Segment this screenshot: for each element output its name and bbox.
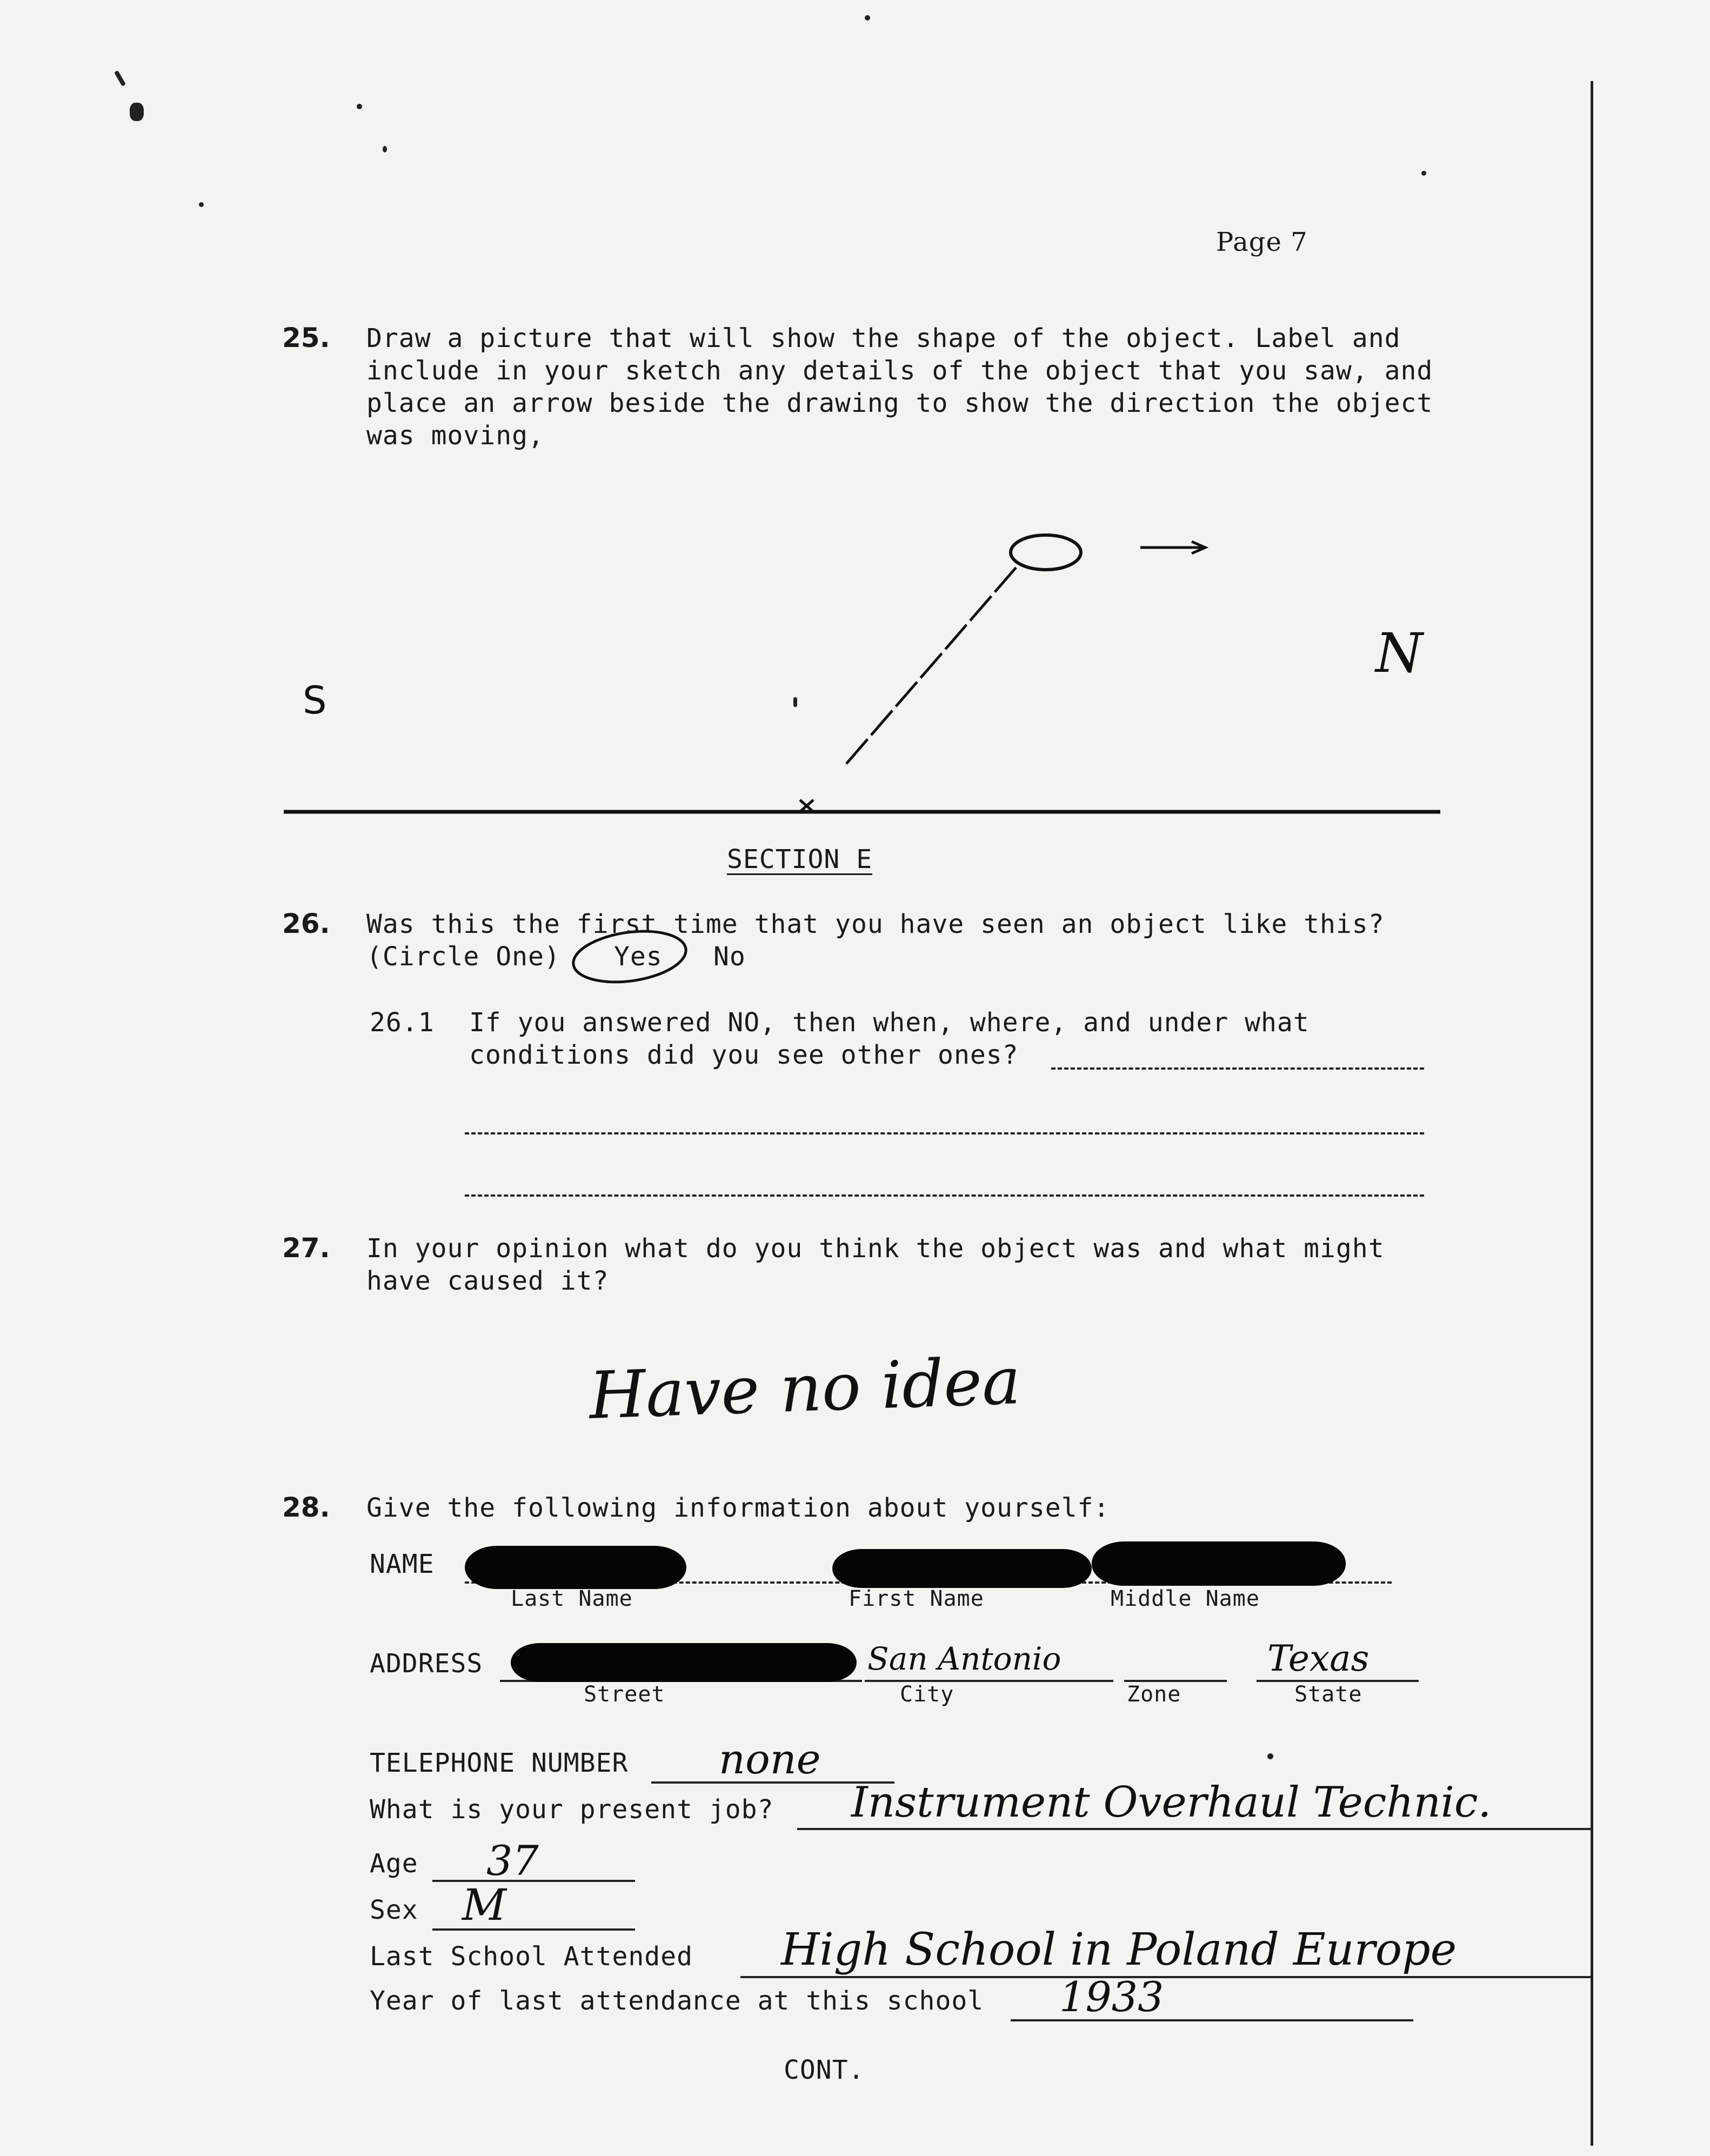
question-25-text-line3: place an arrow beside the drawing to show the direction the object xyxy=(366,388,1433,418)
address-state-value: Texas xyxy=(1267,1638,1370,1679)
question-25-number: 25. xyxy=(282,322,330,353)
first-name-caption: First Name xyxy=(849,1586,984,1611)
year-value: 1933 xyxy=(1059,1973,1164,2021)
question-27-text-line1: In your opinion what do you think the object was and what might xyxy=(366,1233,1385,1264)
yes-circled-mark xyxy=(562,922,692,992)
sketch-north-label: N xyxy=(1375,622,1423,685)
question-28-intro: Give the following information about yourself: xyxy=(366,1493,1110,1523)
question-25-text-line2: include in your sketch any details of the object that you saw, and xyxy=(366,356,1433,386)
question-27-number: 27. xyxy=(282,1232,330,1264)
continued-footer: CONT. xyxy=(784,2055,865,2085)
question-28-number: 28. xyxy=(282,1492,330,1523)
year-label: Year of last attendance at this school xyxy=(370,1986,984,2016)
object-trail xyxy=(843,568,1016,767)
job-label: What is your present job? xyxy=(370,1794,774,1825)
address-city-value: San Antonio xyxy=(867,1640,1061,1677)
last-name-caption: Last Name xyxy=(511,1586,633,1611)
question-27-handwritten-answer: Have no idea xyxy=(587,1344,1022,1434)
question-26-1-text-line2: conditions did you see other ones? xyxy=(469,1040,1019,1070)
state-caption: State xyxy=(1294,1682,1362,1707)
address-label: ADDRESS xyxy=(370,1648,483,1679)
redaction-last-name xyxy=(465,1546,686,1589)
middle-name-caption: Middle Name xyxy=(1111,1586,1260,1611)
telephone-value: none xyxy=(719,1735,821,1783)
question-26-no-option[interactable]: No xyxy=(713,942,746,972)
question-26-circle-instruction: (Circle One) xyxy=(366,942,560,972)
redaction-street xyxy=(511,1643,857,1682)
sketch-south-label: S xyxy=(303,678,327,723)
page-number: Page 7 xyxy=(1216,227,1308,257)
question-27-text-line2: have caused it? xyxy=(366,1266,609,1296)
question-26-1-text-line1: If you answered NO, then when, where, and under what xyxy=(469,1007,1310,1038)
redaction-middle-name xyxy=(1092,1541,1346,1586)
redaction-first-name xyxy=(832,1549,1092,1588)
school-line[interactable] xyxy=(740,1976,1592,1978)
school-label: Last School Attended xyxy=(370,1941,693,1972)
answer-line[interactable] xyxy=(465,1194,1424,1197)
question-25-text-line4: was moving, xyxy=(366,420,544,451)
section-title: SECTION E xyxy=(727,844,873,875)
sex-label: Sex xyxy=(370,1895,418,1925)
job-value: Instrument Overhaul Technic. xyxy=(851,1778,1492,1827)
question-26-text: Was this the first time that you have seen an object like this? xyxy=(366,909,1385,939)
object-sketch xyxy=(0,0,1710,865)
name-label: NAME xyxy=(370,1549,435,1579)
scan-speck xyxy=(1267,1753,1273,1759)
street-caption: Street xyxy=(584,1682,665,1707)
question-26-yes-option[interactable]: Yes xyxy=(614,942,663,972)
job-line[interactable] xyxy=(797,1828,1592,1830)
question-26-1-number: 26.1 xyxy=(370,1007,435,1038)
question-26-number: 26. xyxy=(282,908,330,939)
question-25-text-line1: Draw a picture that will show the shape of the object. Label and xyxy=(366,323,1401,353)
school-value: High School in Poland Europe xyxy=(781,1924,1457,1975)
answer-line[interactable] xyxy=(465,1132,1424,1134)
telephone-label: TELEPHONE NUMBER xyxy=(370,1748,629,1778)
age-value: 37 xyxy=(486,1837,539,1885)
age-label: Age xyxy=(370,1848,418,1879)
answer-line[interactable] xyxy=(1051,1067,1424,1070)
zone-caption: Zone xyxy=(1127,1682,1181,1707)
sex-value: M xyxy=(462,1880,506,1930)
object-shape xyxy=(1011,535,1081,570)
city-caption: City xyxy=(900,1682,954,1707)
